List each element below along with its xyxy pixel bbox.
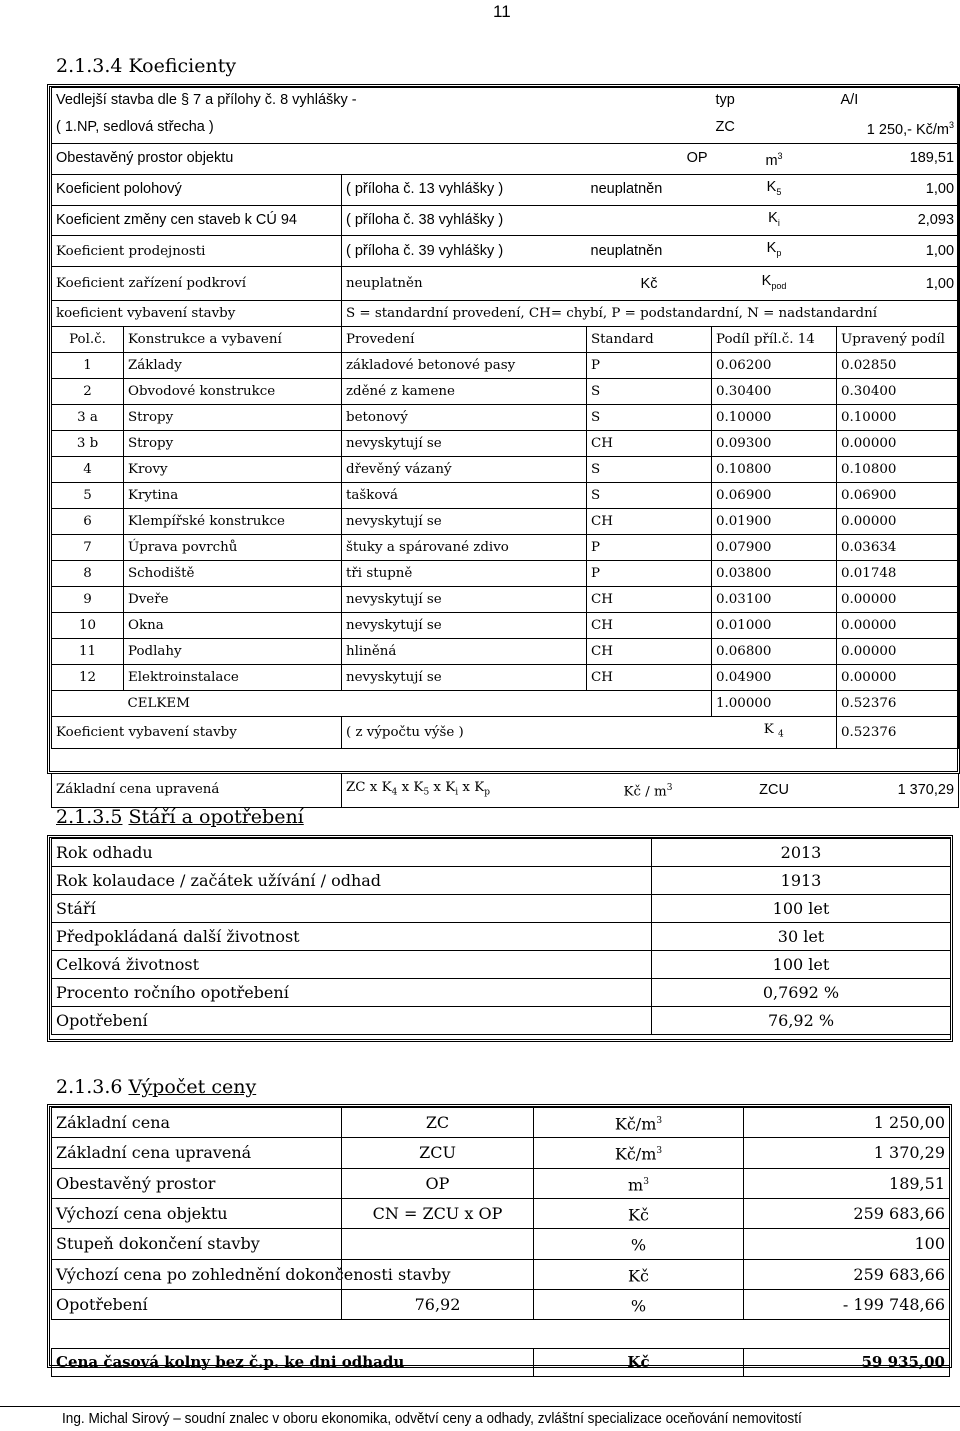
row-konstrukce: Krytina	[124, 483, 342, 509]
vypocet-value: 1 250,00	[744, 1108, 950, 1138]
row-pol: 3 b	[52, 431, 124, 457]
row-upraveny: 0.00000	[837, 665, 959, 691]
row-pol: 2	[52, 379, 124, 405]
table-row	[52, 561, 959, 587]
typ-value: A/I	[837, 88, 959, 114]
row-pol: 1	[52, 353, 124, 379]
table-row	[52, 1289, 950, 1319]
final-value: 59 935,00	[744, 1349, 950, 1377]
row-podil: 0.04900	[712, 665, 837, 691]
zcu-code: ZCU	[712, 773, 837, 807]
row-pol: 4	[52, 457, 124, 483]
row-podil: 0.09300	[712, 431, 837, 457]
row-standard: CH	[587, 509, 712, 535]
vypocet-unit	[534, 1229, 744, 1259]
table-row	[52, 587, 959, 613]
table-row	[52, 1108, 950, 1138]
vybaveni-legend: S = standardní provedení, CH= chybí, P = podstandardní, N = nadstandardní	[342, 301, 959, 327]
row-pol: 11	[52, 639, 124, 665]
table-row	[52, 1229, 950, 1259]
footer-rule	[0, 1406, 960, 1407]
stari-label: Celková životnost	[52, 951, 652, 979]
stari-value: 100 let	[652, 951, 951, 979]
unit-text: %	[630, 1296, 647, 1316]
row-standard: CH	[587, 639, 712, 665]
unit-text: m	[628, 1174, 644, 1194]
vypocet-value: 1 370,29	[744, 1138, 950, 1168]
vypocet-table	[51, 1107, 950, 1377]
spacer	[52, 1320, 950, 1349]
vypocet-value: 259 683,66	[744, 1259, 950, 1289]
section-title: Stáří a opotřebení	[128, 806, 304, 828]
row-pol: 3 a	[52, 405, 124, 431]
section-title: Výpočet ceny	[128, 1076, 257, 1098]
vypocet-label: Výchozí cena po zohlednění dokončenosti stavby	[52, 1259, 342, 1289]
table-row	[52, 509, 959, 535]
row-provedeni: tři stupně	[342, 561, 587, 587]
section-heading-koeficienty	[56, 55, 236, 77]
vypocet-unit	[534, 1198, 744, 1228]
table-row	[52, 379, 959, 405]
vypocet-unit	[534, 1259, 744, 1289]
row-konstrukce: Obvodové konstrukce	[124, 379, 342, 405]
header-line1: Vedlejší stavba dle § 7 a přílohy č. 8 vyhlášky -	[52, 88, 712, 114]
col-konstrukce: Konstrukce a vybavení	[124, 327, 342, 353]
table-row	[52, 895, 951, 923]
polohovy-value: 1,00	[837, 174, 959, 205]
row-upraveny: 0.00000	[837, 613, 959, 639]
vypocet-unit	[534, 1138, 744, 1168]
koef-vybaveni-ref: ( z výpočtu výše )	[342, 717, 712, 749]
table-row	[52, 1007, 951, 1035]
zmeny-empty	[587, 205, 712, 236]
celkem-upr: 0.52376	[837, 691, 959, 717]
col-upraveny: Upravený podíl	[837, 327, 959, 353]
row-provedeni: betonový	[342, 405, 587, 431]
row-konstrukce: Elektroinstalace	[124, 665, 342, 691]
row-konstrukce: Klempířské konstrukce	[124, 509, 342, 535]
stari-label: Procento ročního opotřebení	[52, 979, 652, 1007]
row-konstrukce: Úprava povrchů	[124, 535, 342, 561]
col-podil: Podíl příl.č. 14	[712, 327, 837, 353]
table-row	[52, 457, 959, 483]
zcu-value: 1 370,29	[837, 773, 959, 807]
zcu-formula: ZC x $K_4$ x $K_5$ x $K_i$ x $K_p$ Kč / $m^3$	[342, 773, 712, 807]
row-podil: 0.07900	[712, 535, 837, 561]
vypocet-unit	[534, 1108, 744, 1138]
vypocet-code: ZC	[342, 1108, 534, 1138]
table-row	[52, 923, 951, 951]
row-upraveny: 0.03634	[837, 535, 959, 561]
table-row	[52, 867, 951, 895]
section-number: 2.1.3.4	[56, 55, 123, 77]
vypocet-value: 259 683,66	[744, 1198, 950, 1228]
row-podil: 0.03100	[712, 587, 837, 613]
vybaveni-label: koeficient vybavení stavby	[52, 301, 342, 327]
vypocet-value: - 199 748,66	[744, 1289, 950, 1319]
vypocet-code: CN = ZCU x OP	[342, 1198, 534, 1228]
unit-exponent: 3	[656, 1146, 663, 1157]
row-provedeni: zděné z kamene	[342, 379, 587, 405]
vypocet-unit	[534, 1289, 744, 1319]
row-podil: 0.30400	[712, 379, 837, 405]
zcu-unit: Kč / $m^3$	[623, 782, 673, 800]
unit-text: Kč/m	[614, 1114, 657, 1134]
final-label: Cena časová kolny bez č.p. ke dni odhadu	[52, 1349, 534, 1377]
row-podil: 0.01900	[712, 509, 837, 535]
row-pol: 12	[52, 665, 124, 691]
table-row	[52, 535, 959, 561]
row-pol: 7	[52, 535, 124, 561]
col-standard: Standard	[587, 327, 712, 353]
row-standard: CH	[587, 431, 712, 457]
prodejnosti-label: Koeficient prodejnosti	[52, 236, 342, 267]
table-row	[52, 1198, 950, 1228]
row-provedeni: nevyskytují se	[342, 431, 587, 457]
table-row	[52, 1259, 950, 1289]
final-unit: Kč	[534, 1349, 744, 1377]
row-konstrukce: Základy	[124, 353, 342, 379]
row-upraveny: 0.10800	[837, 457, 959, 483]
unit-text: Kč	[628, 1265, 649, 1285]
row-podil: 0.01000	[712, 613, 837, 639]
unit-exponent: 3	[643, 1176, 649, 1187]
row-provedeni: hliněná	[342, 639, 587, 665]
row-upraveny: 0.00000	[837, 587, 959, 613]
row-konstrukce: Krovy	[124, 457, 342, 483]
obestaveny-value: 189,51	[837, 143, 959, 174]
stari-value: 100 let	[652, 895, 951, 923]
header-line2: ( 1.NP, sedlová střecha )	[52, 113, 712, 143]
row-konstrukce: Schodiště	[124, 561, 342, 587]
table-row	[52, 665, 959, 691]
row-upraveny: 0.10000	[837, 405, 959, 431]
row-standard: P	[587, 535, 712, 561]
obestaveny-unit: $m^3$	[712, 143, 837, 174]
row-konstrukce: Podlahy	[124, 639, 342, 665]
zc-value: 1 250,- $Kč/m^3$	[837, 113, 959, 143]
vypocet-code: ZCU	[342, 1138, 534, 1168]
stari-label: Stáří	[52, 895, 652, 923]
table-row	[52, 1168, 950, 1198]
table-row	[52, 1138, 950, 1168]
vypocet-label: Stupeň dokončení stavby	[52, 1229, 342, 1259]
podkrovi-unit: Kč	[587, 267, 712, 301]
row-podil: 0.06200	[712, 353, 837, 379]
row-konstrukce: Dveře	[124, 587, 342, 613]
stari-value: 76,92 %	[652, 1007, 951, 1035]
podkrovi-k: $K_{pod}$	[712, 267, 837, 301]
row-standard: P	[587, 353, 712, 379]
polohovy-status: neuplatněn	[587, 174, 712, 205]
row-provedeni: nevyskytují se	[342, 587, 587, 613]
koef-vybaveni-value: 0.52376	[837, 717, 959, 749]
table-row	[52, 979, 951, 1007]
row-provedeni: nevyskytují se	[342, 509, 587, 535]
row-konstrukce: Stropy	[124, 405, 342, 431]
prodejnosti-status: neuplatněn	[587, 236, 712, 267]
row-podil: 0.10800	[712, 457, 837, 483]
row-standard: S	[587, 405, 712, 431]
row-standard: CH	[587, 613, 712, 639]
zc-label: ZC	[712, 113, 837, 143]
vypocet-value: 189,51	[744, 1168, 950, 1198]
polohovy-k: $K_5$	[712, 174, 837, 205]
row-pol: 10	[52, 613, 124, 639]
row-upraveny: 0.02850	[837, 353, 959, 379]
koeficienty-table	[51, 87, 959, 808]
section-title: Koeficienty	[128, 55, 237, 77]
vypocet-label: Výchozí cena objektu	[52, 1198, 342, 1228]
zcu-label: Základní cena upravená	[52, 773, 342, 807]
row-podil: 0.06800	[712, 639, 837, 665]
row-upraveny: 0.06900	[837, 483, 959, 509]
row-upraveny: 0.00000	[837, 431, 959, 457]
vypocet-code: 76,92	[342, 1289, 534, 1319]
vypocet-unit	[534, 1168, 744, 1198]
table-row	[52, 639, 959, 665]
unit-text: %	[630, 1235, 647, 1255]
celkem-empty	[52, 691, 124, 717]
unit-exponent: 3	[656, 1116, 663, 1126]
table-row	[52, 405, 959, 431]
polohovy-label: Koeficient polohový	[52, 174, 342, 205]
vypocet-label: Obestavěný prostor	[52, 1168, 342, 1198]
prodejnosti-k: $K_p$	[712, 236, 837, 267]
celkem-podil: 1.00000	[712, 691, 837, 717]
row-pol: 8	[52, 561, 124, 587]
row-upraveny: 0.01748	[837, 561, 959, 587]
table-row	[52, 431, 959, 457]
table-row	[52, 353, 959, 379]
stari-table	[51, 838, 951, 1035]
stari-label: Rok odhadu	[52, 839, 652, 867]
spacer	[52, 748, 959, 773]
row-provedeni: dřevěný vázaný	[342, 457, 587, 483]
row-konstrukce: Okna	[124, 613, 342, 639]
zmeny-ref: ( příloha č. 38 vyhlášky )	[342, 205, 587, 236]
row-provedeni: nevyskytují se	[342, 665, 587, 691]
row-provedeni: nevyskytují se	[342, 613, 587, 639]
row-provedeni: tašková	[342, 483, 587, 509]
stari-label: Předpokládaná další životnost	[52, 923, 652, 951]
unit-text: Kč/m	[614, 1144, 657, 1164]
vypocet-label: Základní cena upravená	[52, 1138, 342, 1168]
row-pol: 5	[52, 483, 124, 509]
podkrovi-status: neuplatněn	[342, 267, 587, 301]
section-heading-stari	[56, 806, 304, 828]
col-provedeni: Provedení	[342, 327, 587, 353]
obestaveny-label: Obestavěný prostor objektu	[52, 143, 587, 174]
row-standard: CH	[587, 665, 712, 691]
row-upraveny: 0.00000	[837, 639, 959, 665]
prodejnosti-value: 1,00	[837, 236, 959, 267]
row-konstrukce: Stropy	[124, 431, 342, 457]
vypocet-code: OP	[342, 1168, 534, 1198]
stari-value: 2013	[652, 839, 951, 867]
row-upraveny: 0.00000	[837, 509, 959, 535]
vypocet-label: Opotřebení	[52, 1289, 342, 1319]
zmeny-label: Koeficient změny cen staveb k CÚ 94	[52, 205, 342, 236]
row-podil: 0.10000	[712, 405, 837, 431]
zmeny-value: 2,093	[837, 205, 959, 236]
row-standard: S	[587, 379, 712, 405]
koef-vybaveni-label: Koeficient vybavení stavby	[52, 717, 342, 749]
unit-text: Kč	[628, 1205, 649, 1225]
celkem-label: CELKEM	[124, 691, 712, 717]
row-standard: S	[587, 457, 712, 483]
vypocet-code	[342, 1229, 534, 1259]
section-heading-vypocet	[56, 1076, 256, 1098]
polohovy-ref: ( příloha č. 13 vyhlášky )	[342, 174, 587, 205]
table-row	[52, 483, 959, 509]
stari-value: 1913	[652, 867, 951, 895]
typ-label: typ	[712, 88, 837, 114]
stari-label: Rok kolaudace / začátek užívání / odhad	[52, 867, 652, 895]
vypocet-label: Základní cena	[52, 1108, 342, 1138]
table-row	[52, 951, 951, 979]
stari-label: Opotřebení	[52, 1007, 652, 1035]
zmeny-k: $K_i$	[712, 205, 837, 236]
row-upraveny: 0.30400	[837, 379, 959, 405]
row-podil: 0.03800	[712, 561, 837, 587]
table-row	[52, 613, 959, 639]
row-provedeni: štuky a spárované zdivo	[342, 535, 587, 561]
row-provedeni: základové betonové pasy	[342, 353, 587, 379]
row-standard: CH	[587, 587, 712, 613]
row-pol: 9	[52, 587, 124, 613]
podkrovi-value: 1,00	[837, 267, 959, 301]
row-standard: P	[587, 561, 712, 587]
col-pol: Pol.č.	[52, 327, 124, 353]
stari-value: 30 let	[652, 923, 951, 951]
footer-text: Ing. Michal Sirový – soudní znalec v oboru ekonomika, odvětví ceny a odhady, zvláštní specializace oceňování nemovitostí	[62, 1411, 802, 1427]
obestaveny-code: OP	[587, 143, 712, 174]
row-standard: S	[587, 483, 712, 509]
stari-value: 0,7692 %	[652, 979, 951, 1007]
table-row	[52, 839, 951, 867]
page-number: 11	[493, 2, 511, 21]
section-number: 2.1.3.6	[56, 1076, 123, 1098]
vypocet-value: 100	[744, 1229, 950, 1259]
koef-vybaveni-k: K $_4$	[712, 717, 837, 749]
podkrovi-label: Koeficient zařízení podkroví	[52, 267, 342, 301]
prodejnosti-ref: ( příloha č. 39 vyhlášky )	[342, 236, 587, 267]
row-podil: 0.06900	[712, 483, 837, 509]
row-pol: 6	[52, 509, 124, 535]
section-number: 2.1.3.5	[56, 806, 123, 828]
